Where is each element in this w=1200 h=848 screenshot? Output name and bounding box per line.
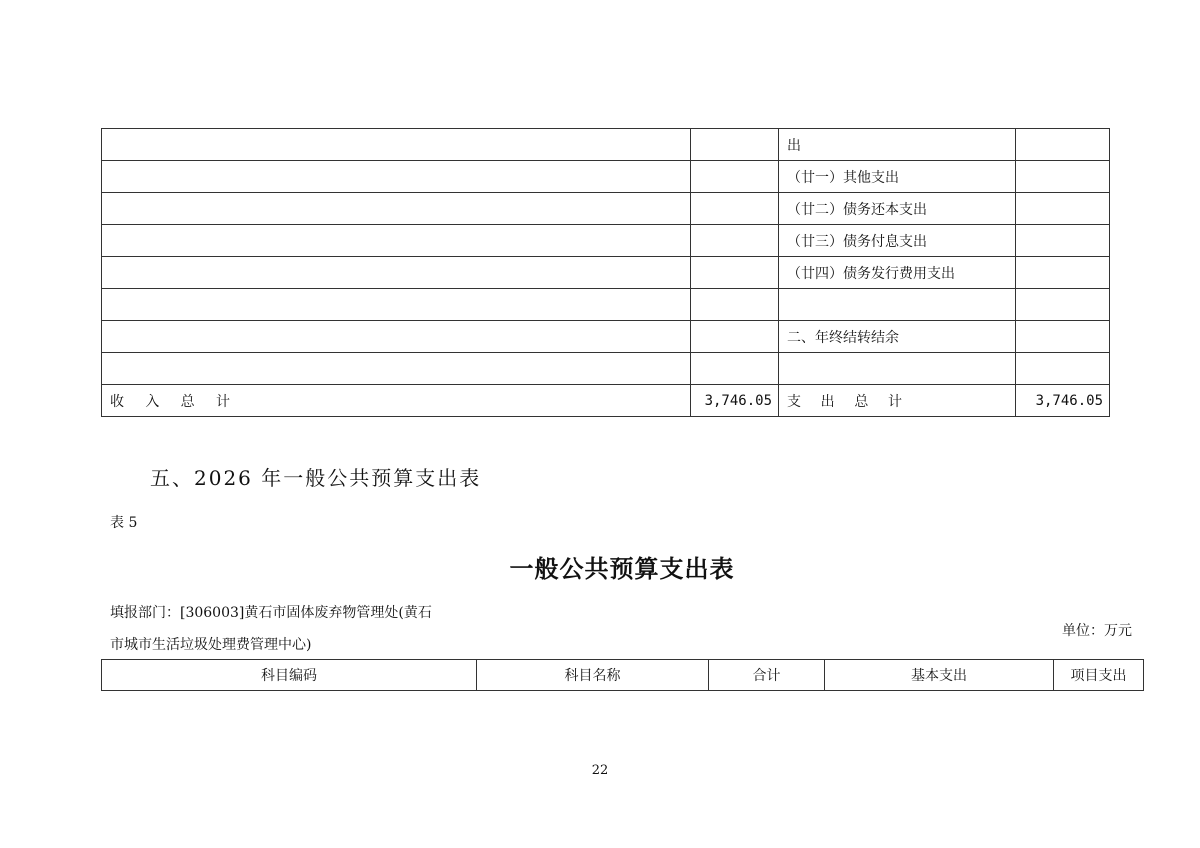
department-label-line-1: 填报部门：[306003]黄石市固体废弃物管理处(黄石 [110,605,432,621]
table-row [102,161,1110,193]
income-value-cell [691,225,779,257]
total-row [102,385,1110,417]
expense-item-cell: （廿二）债务还本支出 [779,193,1016,225]
label-char: 支 [787,393,801,410]
table-header-row [102,660,1144,691]
label-char: 总 [180,393,195,410]
income-item-cell [102,129,691,161]
income-value-cell [691,353,779,385]
income-value-cell [691,129,779,161]
expense-item-cell: （廿三）债务付息支出 [779,225,1016,257]
expense-value-cell [1016,257,1110,289]
expense-value-cell [1016,193,1110,225]
expense-item-cell: 二、年终结转结余 [779,321,1016,353]
table-row [102,225,1110,257]
income-expense-summary-table [101,128,1110,417]
label-char: 计 [215,393,230,410]
expense-item-cell [779,289,1016,321]
income-total-label [102,385,691,417]
expense-item-cell: （廿一）其他支出 [779,161,1016,193]
expense-value-cell [1016,129,1110,161]
income-value-cell [691,289,779,321]
label-char: 入 [145,393,160,410]
table-row [102,321,1110,353]
header-subject-code: 科目编码 [102,660,477,691]
expense-value-cell [1016,161,1110,193]
income-item-cell [102,161,691,193]
department-label-line-2: 市城市生活垃圾处理费管理中心) [110,637,312,653]
header-basic-expenditure: 基本支出 [825,660,1054,691]
table-number: 表 5 [110,515,138,531]
expense-value-cell [1016,289,1110,321]
income-total-value: 3,746.05 [691,385,779,417]
page-title: 一般公共预算支出表 [509,554,735,583]
table-row [102,353,1110,385]
table-row [102,129,1110,161]
table-row [102,257,1110,289]
header-subject-name: 科目名称 [477,660,709,691]
expense-total-value: 3,746.05 [1016,385,1110,417]
income-value-cell [691,257,779,289]
expense-item-cell: 出 [779,129,1016,161]
table-row [102,289,1110,321]
income-item-cell [102,193,691,225]
budget-expenditure-table [101,659,1144,691]
label-char: 总 [854,393,869,410]
income-item-cell [102,257,691,289]
income-item-cell [102,353,691,385]
income-item-cell [102,321,691,353]
unit-label: 单位：万元 [1062,623,1132,639]
expense-total-label [779,385,1016,417]
label-char: 收 [110,393,124,410]
table-row [102,193,1110,225]
header-total: 合计 [709,660,825,691]
income-item-cell [102,289,691,321]
page-number: 22 [591,763,609,778]
header-project-expenditure: 项目支出 [1054,660,1144,691]
income-value-cell [691,161,779,193]
income-value-cell [691,321,779,353]
expense-item-cell: （廿四）债务发行费用支出 [779,257,1016,289]
expense-value-cell [1016,321,1110,353]
section-heading: 五、2026 年一般公共预算支出表 [150,466,482,490]
income-item-cell [102,225,691,257]
label-char: 计 [887,393,902,410]
income-value-cell [691,193,779,225]
expense-value-cell [1016,353,1110,385]
expense-item-cell [779,353,1016,385]
label-char: 出 [820,393,835,410]
expense-value-cell [1016,225,1110,257]
